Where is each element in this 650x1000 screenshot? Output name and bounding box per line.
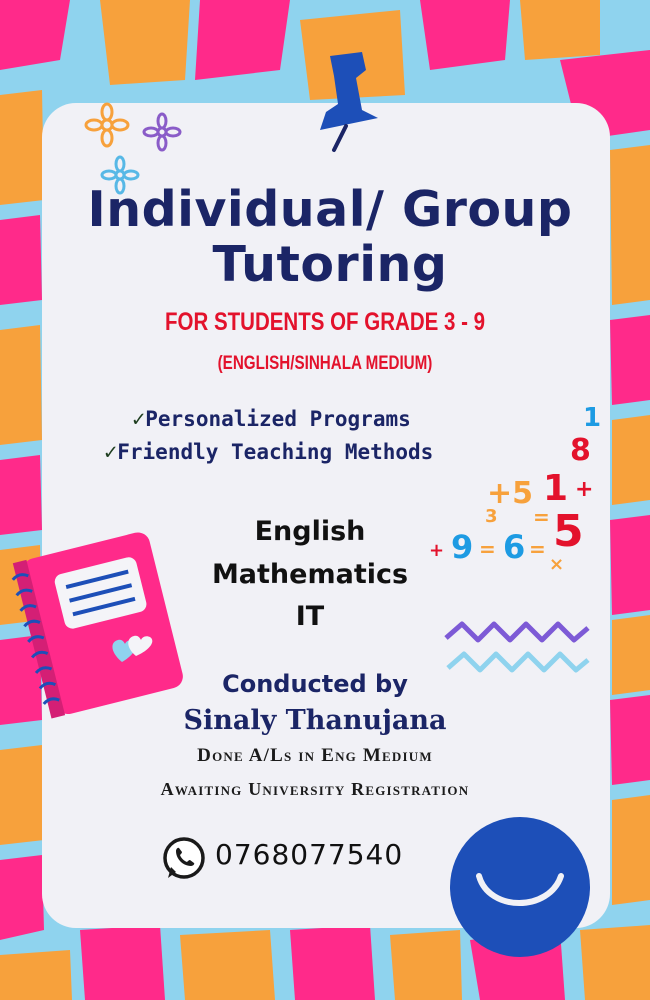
feature-text: Friendly Teaching Methods — [117, 440, 434, 464]
pushpin-icon — [300, 48, 390, 153]
feature-item-personalized — [132, 407, 411, 432]
svg-text:8: 8 — [570, 433, 591, 468]
status-text: Awaiting University Registration — [160, 779, 470, 799]
svg-text:=: = — [533, 505, 550, 529]
medium-subtitle: (ENGLISH/SINHALA MEDIUM) — [217, 353, 433, 374]
heart-icon — [108, 628, 158, 668]
svg-text:=: = — [529, 537, 546, 561]
svg-text:×: × — [549, 554, 565, 575]
svg-text:9: 9 — [451, 528, 474, 566]
check-icon: ✓ — [104, 440, 118, 465]
phone-number[interactable]: 0768077540 — [215, 838, 404, 871]
smiley-icon — [445, 812, 595, 962]
grade-subtitle: FOR STUDENTS OF GRADE 3 - 9 — [164, 308, 486, 336]
svg-text:+5: +5 — [487, 476, 534, 511]
svg-text:5: 5 — [553, 506, 584, 557]
svg-text:1: 1 — [543, 468, 569, 509]
subject-english: English — [254, 516, 366, 547]
feature-text: Personalized Programs — [145, 407, 411, 431]
subject-mathematics: Mathematics — [211, 559, 409, 590]
title-line-2: Tutoring — [212, 236, 448, 293]
svg-text:6: 6 — [503, 528, 526, 566]
svg-text:1: 1 — [583, 403, 602, 433]
svg-text:+: + — [575, 477, 594, 502]
tutor-name: Sinaly Thanujana — [183, 705, 447, 736]
math-symbols-icon — [425, 398, 605, 578]
check-icon: ✓ — [132, 407, 146, 432]
subject-it: IT — [295, 601, 325, 632]
feature-item-friendly — [104, 440, 433, 465]
svg-text:+: + — [429, 540, 445, 561]
qualification-text: Done A/Ls in Eng Medium — [197, 745, 433, 766]
svg-text:3: 3 — [485, 506, 498, 527]
title-line-1: Individual/ Group — [87, 181, 573, 238]
conducted-by-label: Conducted by — [222, 670, 408, 698]
whatsapp-icon[interactable] — [160, 834, 208, 882]
svg-text:=: = — [479, 537, 496, 561]
